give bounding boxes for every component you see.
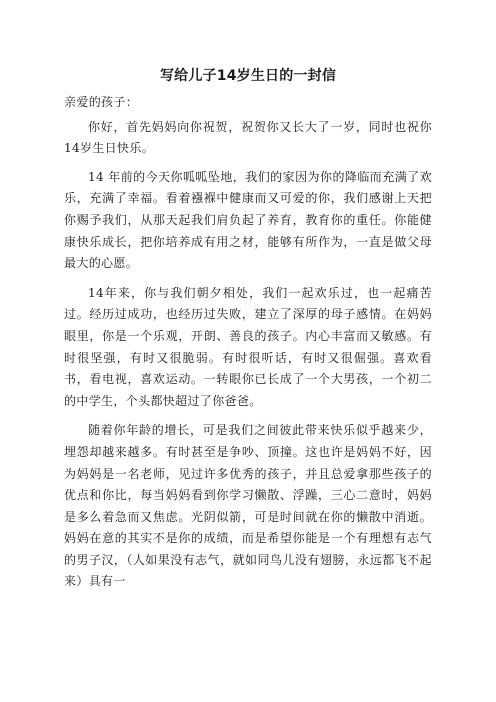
letter-body — [64, 92, 432, 593]
paragraph: 随着你年龄的增长，可是我们之间彼此带来快乐似乎越来少，埋怨却越来越多。有时甚至是争吵、顶撞。这也许是妈妈不好，因为妈妈是一名老师，见过许多优秀的孩子，并且总爱拿那些孩子的优点和你比，每当妈妈看到你学习懒散、浮躁，三心二意时，妈妈是多么着急而又焦虑。光阴似箭，可是时间就在你的懒散中消逝。妈妈在意的其实不是你的成绩，而是希望你能是一个有理想有志气的男子汉，（人如果没有志气，就如同鸟儿没有翅膀，永远都飞不起来）具有一 — [64, 423, 432, 589]
paragraph: 你好，首先妈妈向你祝贺，祝贺你又长大了一岁，同时也祝你14岁生日快乐。 — [64, 119, 432, 156]
paragraph: 14 年前的今天你呱呱坠地，我们的家因为你的降临而充满了欢乐，充满了幸福。看着襁褓中健康而又可爱的你，我们感谢上天把你赐予我们，从那天起我们肩负起了养育，教育你的重任。你能健康快乐成长，把你培养成有用之材，能够有所作为，一直是做父母最大的心愿。 — [64, 169, 432, 271]
letter-greeting: 亲爱的孩子： — [64, 95, 139, 109]
document-title: 写给儿子14岁生日的一封信 — [159, 68, 337, 84]
paragraph: 14年来，你与我们朝夕相处，我们一起欢乐过，也一起痛苦过。经历过成功，也经历过失败，建立了深厚的母子感情。在妈妈眼里，你是一个乐观，开朗、善良的孩子。内心丰富而又敏感。有时很坚强，有时又很脆弱。有时很听话，有时又很倔强。喜欢看书，看电视，喜欢运动。一转眼你已长成了一个大男孩，一个初二的中学生，个头都快超过了你爸爸。 — [64, 285, 432, 408]
